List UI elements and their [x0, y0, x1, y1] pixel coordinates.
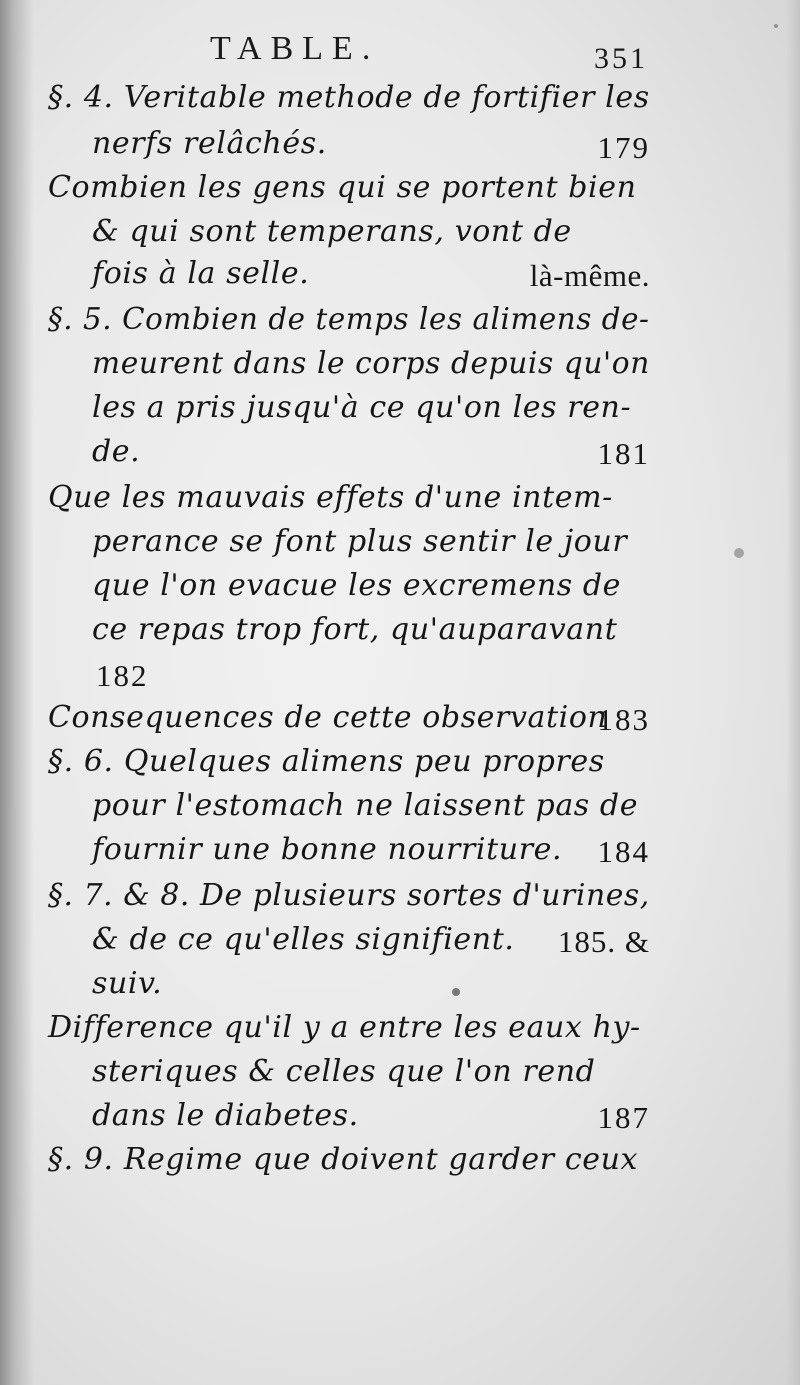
entry-line: fournir une bonne nourriture. — [92, 832, 563, 867]
entry-line: Combien les gens qui se portent bien — [48, 170, 637, 205]
gutter-shadow — [0, 0, 34, 1385]
entry-line: & de ce qu'elles signifient. — [92, 922, 515, 957]
entry-line: Difference qu'il y a entre les eaux hy- — [48, 1010, 641, 1045]
page-number: 351 — [594, 42, 648, 75]
entry-page-ref: 182 — [96, 658, 149, 693]
entry-line: les a pris jusqu'à ce qu'on les ren- — [92, 390, 632, 425]
entry-line: §. 5. Combien de temps les alimens de- — [48, 302, 650, 337]
entry-page-ref: 184 — [597, 834, 650, 869]
page-edge — [786, 0, 800, 1385]
entry-line: §. 4. Veritable methode de fortifier les — [48, 80, 650, 115]
ink-speck — [452, 988, 460, 996]
entry-line: §. 7. & 8. De plusieurs sortes d'urines, — [48, 878, 650, 913]
ink-speck — [774, 24, 778, 28]
entry-page-ref: 181 — [597, 436, 650, 471]
entry-line: que l'on evacue les excremens de — [92, 568, 622, 603]
entry-line: nerfs relâchés. — [92, 126, 327, 161]
entry-page-ref: 179 — [597, 130, 650, 165]
entry-line: §. 6. Quelques alimens peu propres — [48, 744, 605, 779]
entry-line: ce repas trop fort, qu'auparavant — [92, 612, 618, 647]
entry-page-ref-continued: suiv. — [92, 966, 163, 1001]
entry-line: & qui sont temperans, vont de — [92, 214, 572, 249]
entry-line: fois à la selle. — [92, 256, 310, 291]
entry-page-ref: 185. & — [557, 924, 650, 959]
entry-line: pour l'estomach ne laissent pas de — [92, 788, 639, 823]
entry-line: meurent dans le corps depuis qu'on — [92, 346, 650, 381]
entry-line: Consequences de cette observation — [48, 700, 608, 735]
entry-line: steriques & celles que l'on rend — [92, 1054, 596, 1089]
entry-line: dans le diabetes. — [92, 1098, 359, 1133]
ink-speck — [734, 548, 744, 558]
entry-line: §. 9. Regime que doivent garder ceux — [48, 1142, 639, 1177]
entry-line: Que les mauvais effets d'une intem- — [48, 480, 613, 515]
entry-page-ref: là-même. — [529, 258, 650, 293]
entry-line: de. — [92, 434, 141, 469]
running-head-title: TABLE. — [210, 30, 380, 67]
entry-line: perance se font plus sentir le jour — [92, 524, 628, 559]
entry-page-ref: 187 — [597, 1100, 650, 1135]
entry-page-ref: 183 — [597, 702, 650, 737]
